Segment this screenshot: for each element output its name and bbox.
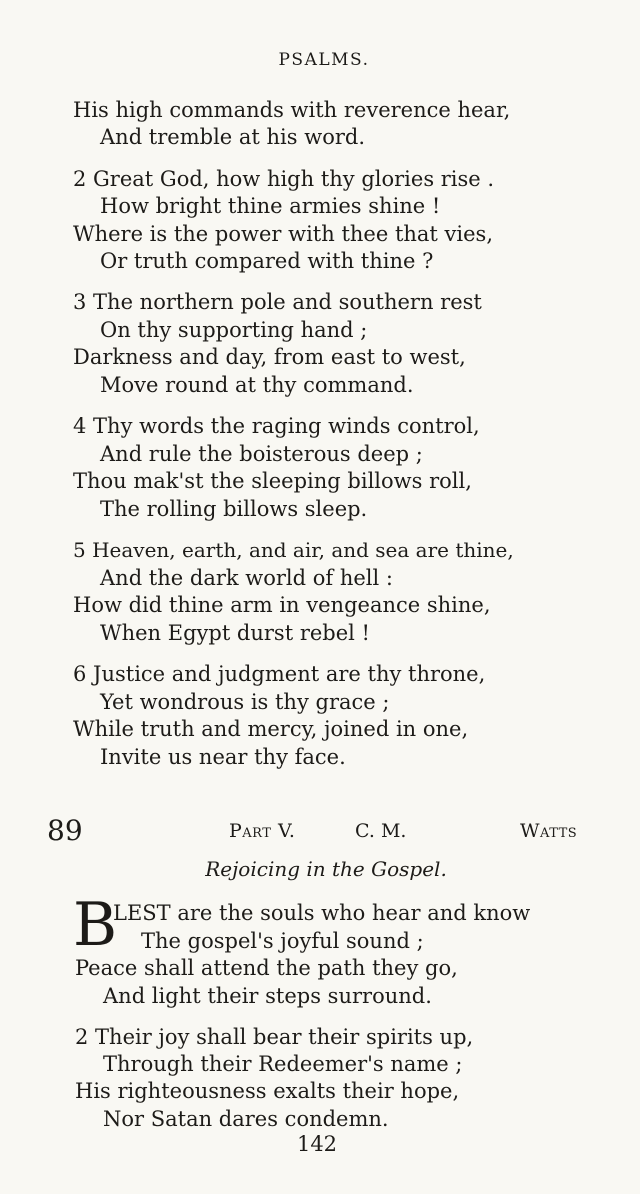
continuation-line: And tremble at his word. — [100, 125, 365, 149]
stanza-line: On thy supporting hand ; — [100, 318, 368, 342]
stanza-line: Through their Redeemer's name ; — [103, 1052, 463, 1076]
stanza-line: 3 The northern pole and southern rest — [73, 290, 482, 314]
stanza-line: Darkness and day, from east to west, — [73, 345, 466, 369]
stanza-line: And the dark world of hell : — [100, 566, 393, 590]
stanza-line: Where is the power with thee that vies, — [73, 222, 493, 246]
stanza-line: Move round at thy command. — [100, 373, 414, 397]
stanza-line: 5 Heaven, earth, and air, and sea are thine, — [73, 538, 514, 562]
hymn-number: 89 — [47, 814, 83, 847]
stanza-line: How did thine arm in vengeance shine, — [73, 593, 491, 617]
stanza-line: Thou mak'st the sleeping billows roll, — [73, 469, 472, 493]
stanza-line: And light their steps surround. — [103, 984, 432, 1008]
stanza-line: His righteousness exalts their hope, — [75, 1079, 460, 1103]
page-number: 142 — [296, 1132, 338, 1156]
stanza-line: And rule the boisterous deep ; — [100, 442, 423, 466]
stanza-line: Invite us near thy face. — [100, 745, 346, 769]
stanza-line: Peace shall attend the path they go, — [75, 956, 458, 980]
stanza-line: While truth and mercy, joined in one, — [73, 717, 469, 741]
continuation-line: His high commands with reverence hear, — [73, 98, 511, 122]
stanza-line: Or truth compared with thine ? — [100, 249, 434, 273]
stanza-line: The gospel's joyful sound ; — [141, 929, 424, 953]
stanza-line: How bright thine armies shine ! — [100, 194, 441, 218]
hymn-subtitle: Rejoicing in the Gospel. — [205, 857, 447, 881]
stanza-line: 4 Thy words the raging winds control, — [73, 414, 480, 438]
stanza-line: 2 Great God, how high thy glories rise . — [73, 167, 495, 191]
hymn-meter: C. M. — [355, 820, 407, 842]
stanza-line: The rolling billows sleep. — [100, 497, 368, 521]
stanza-line: LEST are the souls who hear and know — [113, 901, 531, 925]
stanza-line: 2 Their joy shall bear their spirits up, — [75, 1025, 474, 1049]
stanza-line: When Egypt durst rebel ! — [100, 621, 370, 645]
stanza-line: Nor Satan dares condemn. — [103, 1107, 389, 1131]
drop-cap: B — [73, 890, 118, 960]
hymn-part: Part V. — [229, 820, 296, 842]
stanza-line: Yet wondrous is thy grace ; — [100, 690, 390, 714]
stanza-line: 6 Justice and judgment are thy throne, — [73, 662, 486, 686]
running-head: PSALMS. — [278, 50, 370, 70]
hymn-author: Watts — [520, 820, 578, 842]
